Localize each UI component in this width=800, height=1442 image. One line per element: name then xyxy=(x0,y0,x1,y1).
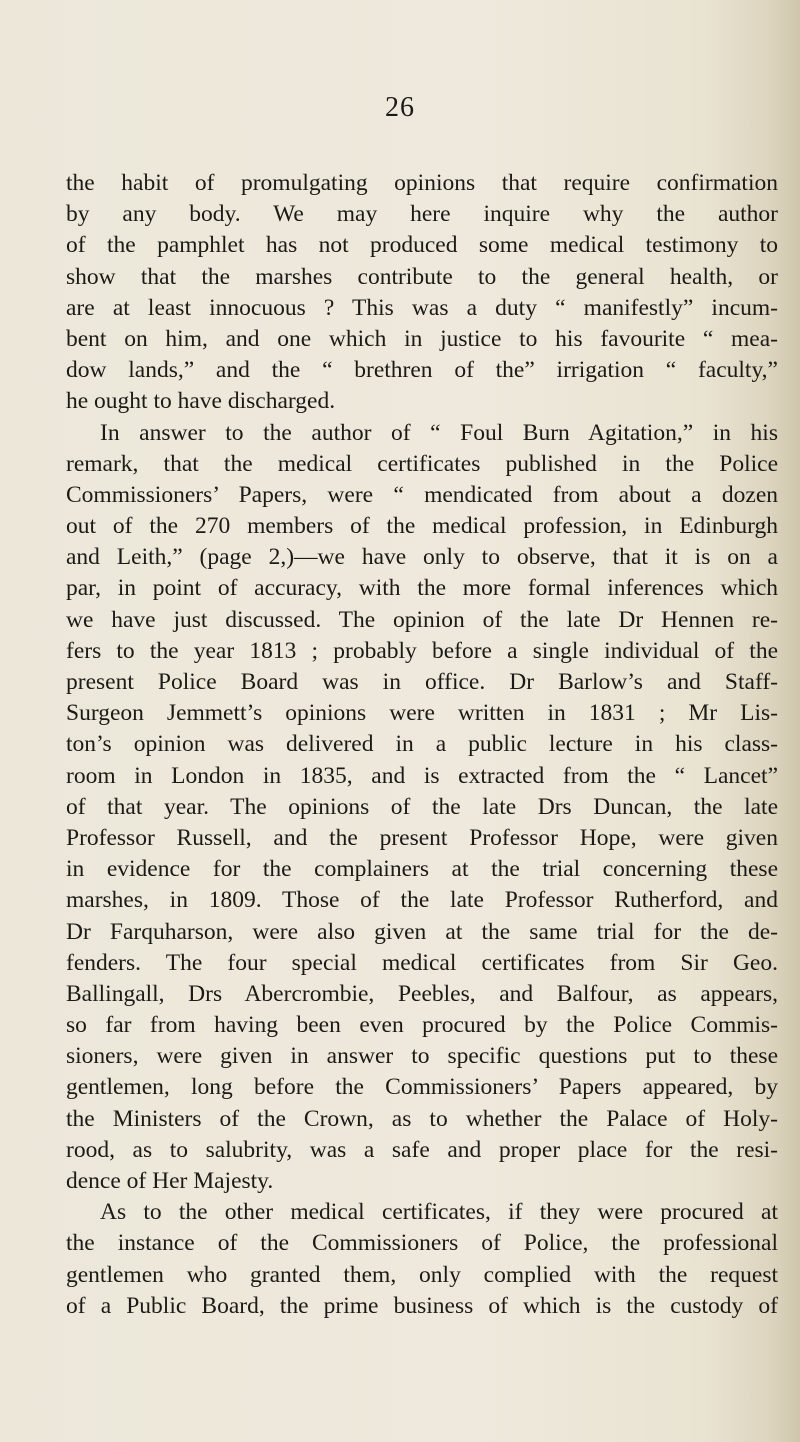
text-line: in evidence for the complainers at the trial concerning these xyxy=(66,856,778,883)
text-line: fers to the year 1813 ; probably before a single individual of the xyxy=(66,637,778,664)
text-line: sioners, were given in answer to specific questions put to these xyxy=(66,1043,778,1070)
text-line: gentlemen who granted them, only complied with the request xyxy=(66,1261,778,1288)
text-line: the habit of promulgating opinions that require confirmation xyxy=(66,170,778,196)
text-line: so far from having been even procured by the Police Commis- xyxy=(66,1012,778,1039)
text-line: Ballingall, Drs Abercrombie, Peebles, and Balfour, as appears, xyxy=(66,980,778,1007)
text-line: and Leith,” (page 2,)—we have only to observe, that it is on a xyxy=(66,544,778,571)
text-line: Commissioners’ Papers, were “ mendicated from about a dozen xyxy=(66,481,778,508)
text-line: present Police Board was in office. Dr Barlow’s and Staff- xyxy=(66,669,778,695)
text-line: dow lands,” and the “ brethren of the” irrigation “ faculty,” xyxy=(66,357,778,384)
text-line: Professor Russell, and the present Professor Hope, were given xyxy=(66,824,778,851)
text-line: out of the 270 members of the medical profession, in Edinburgh xyxy=(66,513,778,540)
text-line: gentlemen, long before the Commissioners’ Papers appeared, by xyxy=(66,1074,778,1101)
text-line: we have just discussed. The opinion of the late Dr Hennen re- xyxy=(66,606,778,633)
text-line: ton’s opinion was delivered in a public lecture in his class- xyxy=(66,731,778,758)
text-line: Dr Farquharson, were also given at the same trial for the de- xyxy=(66,918,778,945)
text-line: As to the other medical certificates, if they were procured at xyxy=(100,1199,778,1226)
text-line: of the pamphlet has not produced some medical testimony to xyxy=(66,232,778,259)
text-line: par, in point of accuracy, with the more formal inferences which xyxy=(66,575,778,602)
text-line: the instance of the Commissioners of Police, the professional xyxy=(66,1230,778,1257)
text-line: bent on him, and one which in justice to his favourite “ mea- xyxy=(66,325,778,352)
text-line: the Ministers of the Crown, as to whether the Palace of Holy- xyxy=(66,1105,778,1132)
page-number: 26 xyxy=(385,92,415,123)
text-line: Surgeon Jemmett’s opinions were written in 1831 ; Mr Lis- xyxy=(66,700,778,727)
body-text xyxy=(66,168,778,1322)
text-line: room in London in 1835, and is extracted from the “ Lancet” xyxy=(66,762,778,789)
text-line: are at least innocuous ? This was a duty “ manifestly” incum- xyxy=(66,294,778,321)
text-line: of a Public Board, the prime business of which is the custody of xyxy=(66,1292,778,1319)
text-line: of that year. The opinions of the late Drs Duncan, the late xyxy=(66,793,778,820)
text-line: In answer to the author of “ Foul Burn Agitation,” in his xyxy=(100,419,778,446)
text-line: marshes, in 1809. Those of the late Professor Rutherford, and xyxy=(66,887,778,914)
text-line: remark, that the medical certificates published in the Police xyxy=(66,450,778,477)
text-line: he ought to have discharged. xyxy=(66,388,336,415)
text-line: fenders. The four special medical certificates from Sir Geo. xyxy=(66,949,778,976)
text-line: by any body. We may here inquire why the author xyxy=(66,201,778,228)
text-line: rood, as to salubrity, was a safe and proper place for the resi- xyxy=(66,1136,778,1163)
text-line: show that the marshes contribute to the general health, or xyxy=(66,263,778,290)
text-line: dence of Her Majesty. xyxy=(66,1168,274,1194)
